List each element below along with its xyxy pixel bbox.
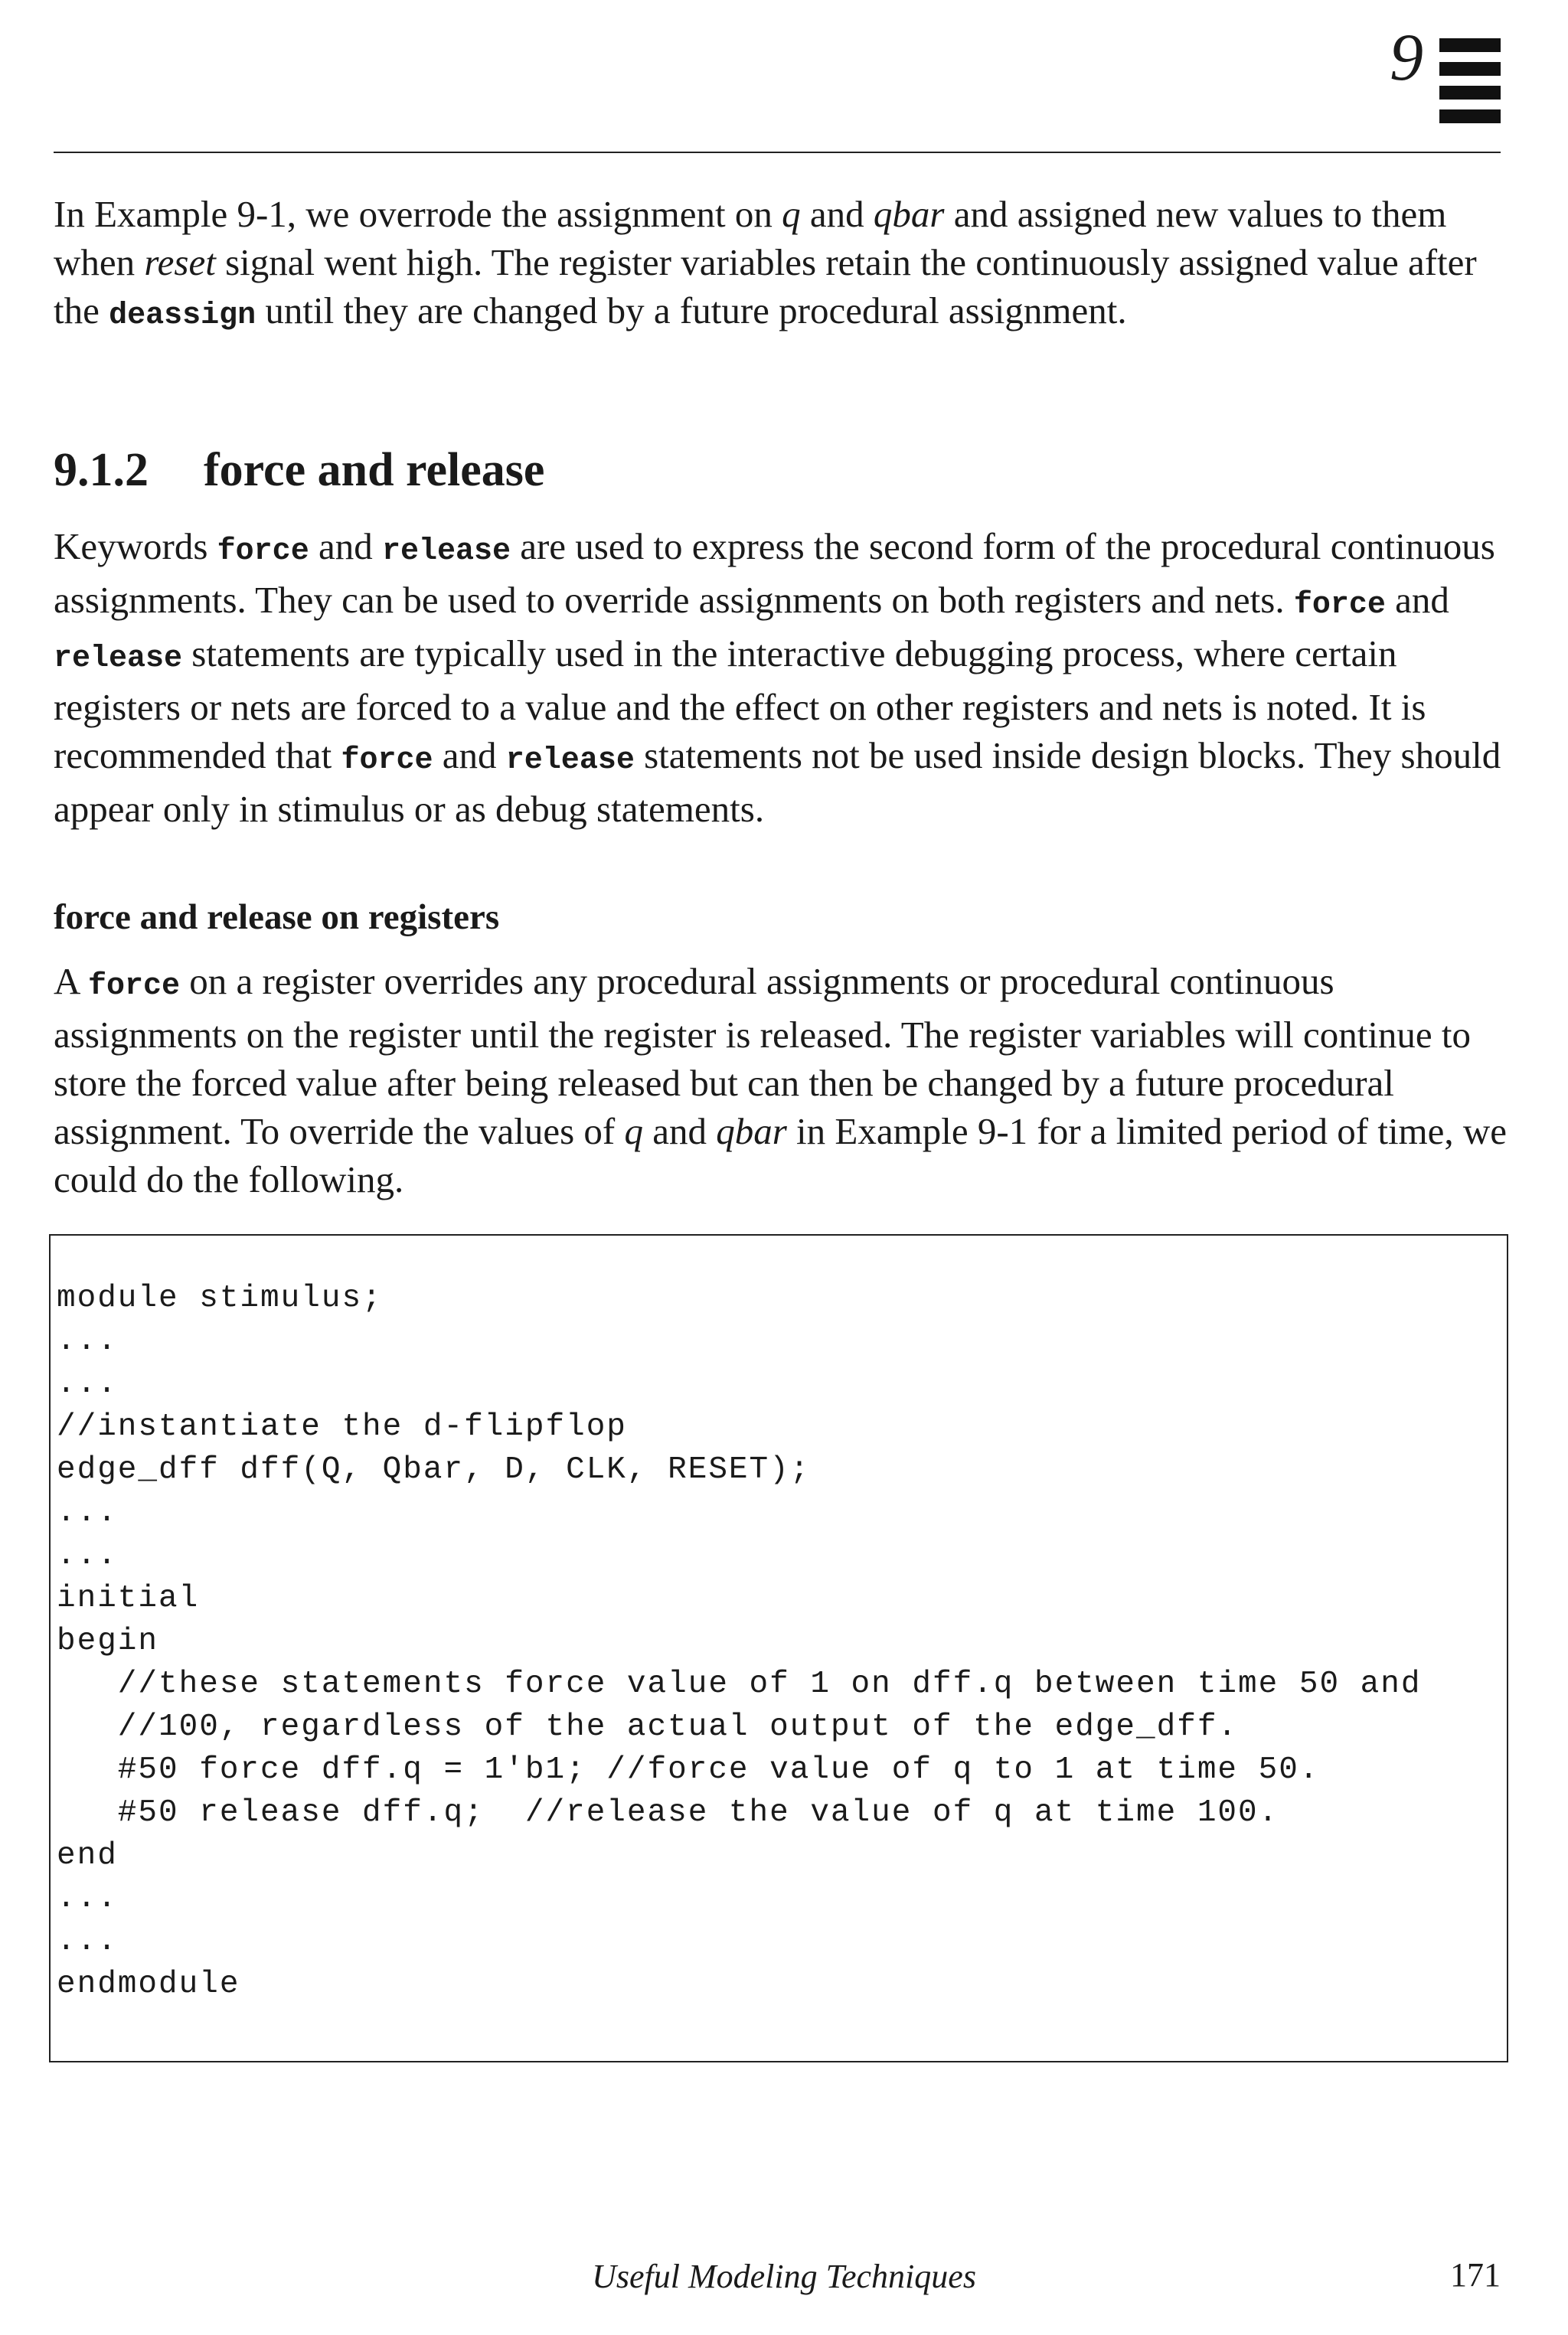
code-line: #50 force dff.q = 1'b1; //force value of q to 1 at time 50. — [57, 1752, 1320, 1788]
code-line: endmodule — [57, 1967, 240, 2002]
code-line: ... — [57, 1924, 118, 1959]
header-rule — [54, 152, 1501, 153]
code-line: initial — [57, 1581, 200, 1616]
force-release-paragraph: Keywords force and release are used to express the second form of the procedural continuous assignments. They can be used to override assignments on both registers and nets. force and release statements are typically used in the interactive debugging process, where certain registers or nets are forced to a value and the effect on other registers and nets is noted. It is recommended that force and release statements not be used inside design blocks. They should appear only in stimulus or as debug statements. — [54, 525, 1501, 830]
code-line: ... — [57, 1881, 118, 1916]
code-line: ... — [57, 1538, 118, 1573]
code-line: module stimulus; — [57, 1281, 383, 1316]
chapter-number: 9 — [1390, 21, 1423, 95]
code-line: begin — [57, 1624, 159, 1659]
code-line: ... — [57, 1324, 118, 1359]
code-line: ... — [57, 1367, 118, 1402]
running-footer-title: Useful Modeling Techniques — [592, 2258, 976, 2295]
section-number: 9.1.2 — [54, 444, 149, 496]
code-line: end — [57, 1838, 118, 1873]
subsection-heading: force and release on registers — [54, 897, 500, 937]
intro-paragraph: In Example 9-1, we overrode the assignment on q and qbar and assigned new values to them when reset signal went high. The register variables retain the continuously assigned value after the deassign until they are changed by a future procedural assignment. — [54, 193, 1477, 333]
section-title: force and release — [204, 444, 545, 496]
code-line: //100, regardless of the actual output of the edge_dff. — [57, 1710, 1239, 1745]
registers-paragraph: A force on a register overrides any procedural assignments or procedural continuous assignments on the register until the register is released. The register variables will continue to store the forced value after being released but can then be changed by a future procedural assignment. To override the values of q and qbar in Example 9-1 for a limited period of time, we could do the following. — [54, 960, 1508, 1200]
section-heading — [54, 443, 544, 498]
chapter-tab-marker — [1439, 38, 1501, 133]
code-line: //instantiate the d-flipflop — [57, 1409, 627, 1445]
code-line: #50 release dff.q; //release the value of q at time 100. — [57, 1795, 1279, 1830]
code-line: ... — [57, 1495, 118, 1530]
code-line: edge_dff dff(Q, Qbar, D, CLK, RESET); — [57, 1452, 811, 1488]
page-number: 171 — [1450, 2256, 1501, 2294]
code-line: //these statements force value of 1 on dff.q between time 50 and — [57, 1667, 1422, 1702]
code-example-box — [49, 1234, 1508, 2062]
